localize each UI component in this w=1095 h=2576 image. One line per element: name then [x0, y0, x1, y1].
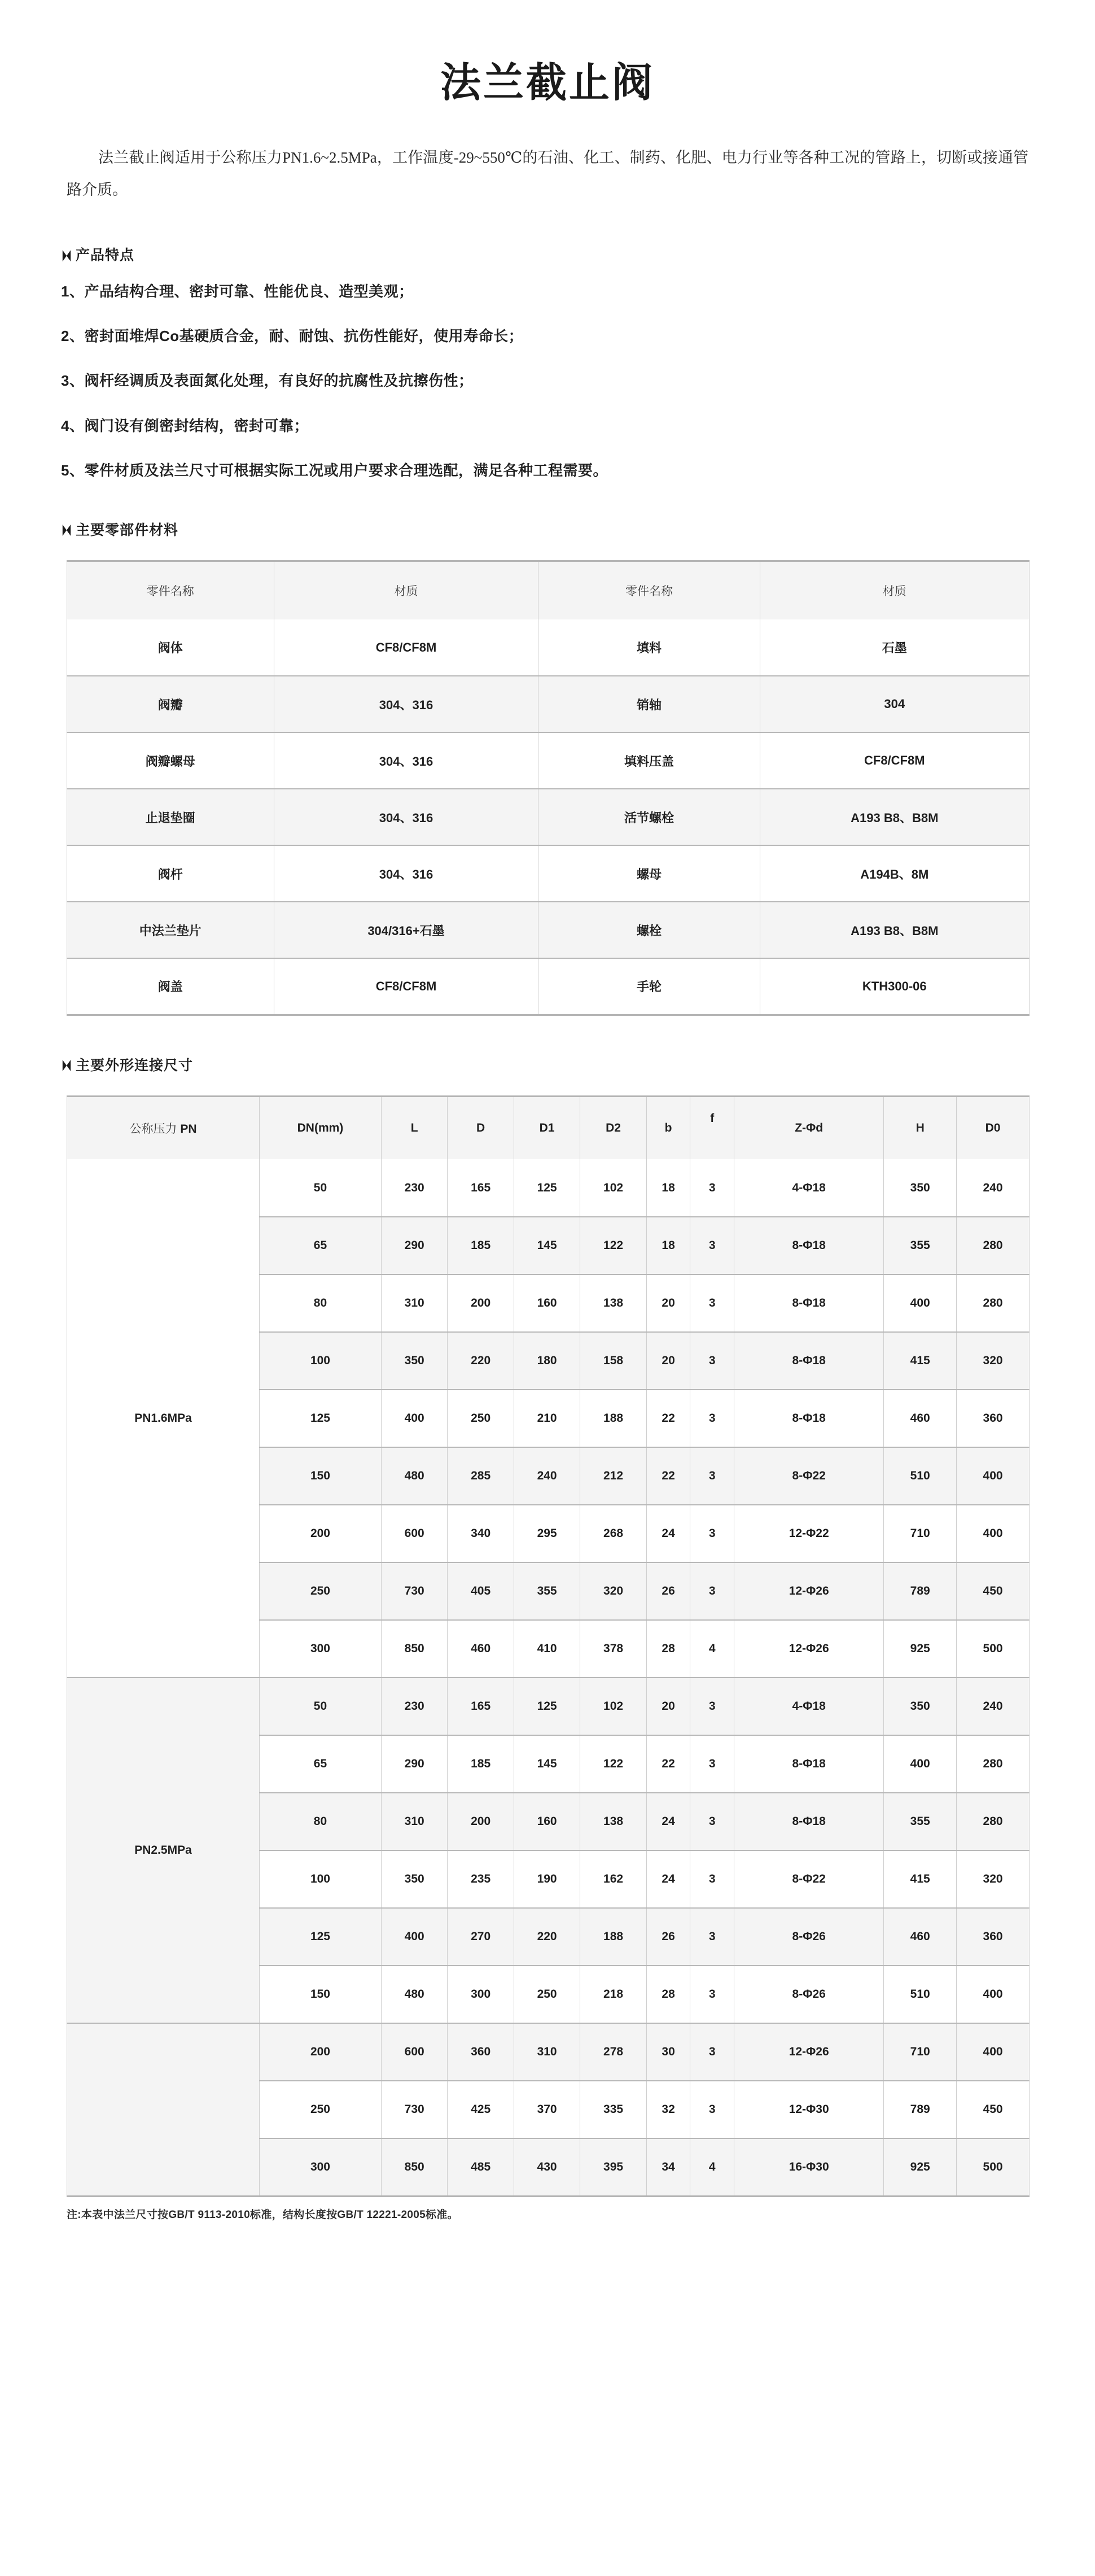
cell-dn: 150	[260, 1447, 382, 1505]
cell-f: 3	[690, 1966, 734, 2023]
cell-l: 350	[381, 1332, 447, 1390]
cell-d: 270	[448, 1908, 514, 1966]
dimensions-table-body	[67, 1159, 1030, 2196]
cell-d1: 145	[514, 1217, 580, 1274]
cell-f: 3	[690, 1850, 734, 1908]
cell-dn: 250	[260, 2081, 382, 2138]
cell-b: 22	[646, 1390, 690, 1447]
cell-d0: 280	[957, 1274, 1030, 1332]
part-name-cell: 销轴	[538, 676, 760, 732]
materials-table-body	[67, 619, 1030, 1015]
table-row	[67, 1678, 1030, 1735]
column-header-d1: D1	[514, 1096, 580, 1159]
cell-zd: 16-Φ30	[734, 2138, 884, 2196]
cell-l: 350	[381, 1850, 447, 1908]
cell-b: 24	[646, 1793, 690, 1850]
column-header-d2: D2	[580, 1096, 646, 1159]
cell-d0: 240	[957, 1678, 1030, 1735]
cell-d: 405	[448, 1562, 514, 1620]
column-header: 材质	[882, 584, 906, 598]
cell-l: 290	[381, 1735, 447, 1793]
cell-d2: 188	[580, 1390, 646, 1447]
feature-item: 3、阀杆经调质及表面氮化处理，有良好的抗腐性及抗擦伤性；	[61, 372, 474, 390]
diamond-bullet-icon	[63, 525, 71, 536]
cell-d2: 162	[580, 1850, 646, 1908]
material-cell: 石墨	[760, 619, 1029, 676]
cell-d1: 190	[514, 1850, 580, 1908]
cell-f: 3	[690, 1159, 734, 1217]
cell-h: 415	[884, 1850, 957, 1908]
material-cell: 304、316	[274, 732, 538, 789]
cell-b: 18	[646, 1159, 690, 1217]
dimensions-heading-label: 主要外形连接尺寸	[76, 1057, 194, 1073]
pn-group-label: PN2.5MPa	[67, 1678, 260, 2023]
cell-dn: 125	[260, 1908, 382, 1966]
features-heading-label: 产品特点	[76, 247, 135, 264]
material-cell: A193 B8、B8M	[760, 902, 1029, 958]
cell-zd: 8-Φ22	[734, 1447, 884, 1505]
cell-d: 425	[448, 2081, 514, 2138]
cell-f: 3	[690, 2023, 734, 2081]
cell-d: 220	[448, 1332, 514, 1390]
table-row	[67, 619, 1030, 676]
table-row	[67, 1159, 1030, 1217]
cell-b: 28	[646, 1620, 690, 1678]
cell-h: 400	[884, 1735, 957, 1793]
cell-d0: 280	[957, 1735, 1030, 1793]
cell-d: 235	[448, 1850, 514, 1908]
pn-group-label	[67, 2023, 260, 2196]
cell-h: 510	[884, 1447, 957, 1505]
cell-f: 3	[690, 1390, 734, 1447]
cell-d0: 400	[957, 1966, 1030, 2023]
cell-f: 4	[690, 2138, 734, 2196]
cell-l: 600	[381, 1505, 447, 1562]
table-row	[67, 958, 1030, 1015]
column-header-d: D	[448, 1096, 514, 1159]
column-header: 零件名称	[538, 561, 760, 619]
cell-d0: 400	[957, 2023, 1030, 2081]
dimensions-section-heading	[61, 1059, 1095, 1073]
cell-b: 22	[646, 1447, 690, 1505]
cell-b: 34	[646, 2138, 690, 2196]
cell-d: 200	[448, 1274, 514, 1332]
cell-d: 200	[448, 1793, 514, 1850]
cell-zd: 8-Φ26	[734, 1908, 884, 1966]
cell-h: 415	[884, 1332, 957, 1390]
cell-d: 300	[448, 1966, 514, 2023]
cell-d0: 400	[957, 1447, 1030, 1505]
cell-d: 460	[448, 1620, 514, 1678]
cell-d: 250	[448, 1390, 514, 1447]
material-cell: KTH300-06	[862, 979, 927, 993]
product-page	[0, 27, 1095, 2576]
material-cell: CF8/CF8M	[274, 619, 538, 676]
material-cell: 304/316+石墨	[274, 902, 538, 958]
cell-d2: 102	[580, 1678, 646, 1735]
cell-dn: 200	[260, 1505, 382, 1562]
column-header: 零件名称	[67, 561, 274, 619]
cell-l: 400	[381, 1390, 447, 1447]
part-name-cell: 阀盖	[67, 958, 274, 1015]
cell-l: 310	[381, 1793, 447, 1850]
part-name-cell: 手轮	[538, 958, 760, 1015]
cell-f: 3	[690, 1908, 734, 1966]
cell-l: 310	[381, 1274, 447, 1332]
cell-d1: 355	[514, 1562, 580, 1620]
cell-d1: 240	[514, 1447, 580, 1505]
cell-d0: 320	[957, 1332, 1030, 1390]
cell-zd: 8-Φ18	[734, 1217, 884, 1274]
cell-d0: 360	[957, 1390, 1030, 1447]
bottom-spacer	[0, 2221, 1095, 2284]
cell-dn: 80	[260, 1274, 382, 1332]
cell-h: 460	[884, 1908, 957, 1966]
column-header-dn: DN(mm)	[260, 1096, 382, 1159]
cell-d: 185	[448, 1735, 514, 1793]
material-cell: 304、316	[274, 676, 538, 732]
material-cell: A193 B8、B8M	[760, 789, 1029, 845]
cell-b: 26	[646, 1562, 690, 1620]
table-header-row	[67, 561, 1030, 619]
cell-d1: 180	[514, 1332, 580, 1390]
cell-b: 24	[646, 1850, 690, 1908]
cell-d0: 360	[957, 1908, 1030, 1966]
feature-item: 2、密封面堆焊Co基硬质合金，耐、耐蚀、抗伤性能好，使用寿命长；	[61, 328, 524, 345]
cell-h: 400	[884, 1274, 957, 1332]
cell-d1: 210	[514, 1390, 580, 1447]
cell-b: 26	[646, 1908, 690, 1966]
cell-d0: 280	[957, 1217, 1030, 1274]
cell-d0: 500	[983, 2160, 1003, 2173]
cell-zd: 8-Φ18	[734, 1274, 884, 1332]
cell-d2: 138	[580, 1274, 646, 1332]
cell-d: 360	[448, 2023, 514, 2081]
pn-group-label: PN1.6MPa	[67, 1159, 260, 1678]
cell-f: 4	[690, 1620, 734, 1678]
cell-d1: 220	[514, 1908, 580, 1966]
part-name-cell: 中法兰垫片	[67, 902, 274, 958]
cell-l: 850	[381, 1620, 447, 1678]
material-cell: 304、316	[274, 789, 538, 845]
column-header-b: b	[646, 1096, 690, 1159]
cell-zd: 8-Φ18	[734, 1735, 884, 1793]
cell-zd: 8-Φ18	[734, 1793, 884, 1850]
cell-d0: 450	[957, 1562, 1030, 1620]
cell-b: 28	[646, 1966, 690, 2023]
part-name-cell: 填料压盖	[538, 732, 760, 789]
cell-d2: 218	[580, 1966, 646, 2023]
cell-dn: 300	[260, 2138, 382, 2196]
table-row	[67, 676, 1030, 732]
cell-d2: 320	[580, 1562, 646, 1620]
cell-d2: 158	[580, 1332, 646, 1390]
material-cell: CF8/CF8M	[274, 958, 538, 1015]
cell-f: 3	[690, 1793, 734, 1850]
cell-dn: 65	[260, 1735, 382, 1793]
cell-zd: 4-Φ18	[734, 1678, 884, 1735]
column-header-zd: Z-Φd	[734, 1096, 884, 1159]
cell-d2: 395	[580, 2138, 646, 2196]
cell-d1: 125	[514, 1159, 580, 1217]
cell-h: 710	[884, 2023, 957, 2081]
table-row	[67, 2023, 1030, 2081]
cell-l: 400	[381, 1908, 447, 1966]
table-row	[67, 845, 1030, 902]
cell-l: 230	[381, 1159, 447, 1217]
dimensions-table-wrap	[67, 1095, 1030, 2197]
materials-table-wrap	[67, 560, 1030, 1016]
column-header-f: f	[690, 1096, 734, 1159]
cell-f: 3	[690, 1505, 734, 1562]
cell-d0: 320	[957, 1850, 1030, 1908]
cell-h: 789	[884, 2081, 957, 2138]
cell-zd: 12-Φ26	[734, 2023, 884, 2081]
cell-d1: 160	[514, 1793, 580, 1850]
cell-dn: 80	[260, 1793, 382, 1850]
cell-d0: 450	[957, 2081, 1030, 2138]
cell-f: 3	[690, 1274, 734, 1332]
cell-d: 165	[448, 1159, 514, 1217]
table-footnote: 注:本表中法兰尺寸按GB/T 9113-2010标准，结构长度按GB/T 12221-2005标准。	[67, 2208, 458, 2221]
materials-section-heading	[61, 523, 1095, 538]
cell-l: 480	[381, 1966, 447, 2023]
cell-h: 710	[884, 1505, 957, 1562]
cell-f: 3	[690, 1217, 734, 1274]
cell-d2: 378	[580, 1620, 646, 1678]
cell-dn: 125	[260, 1390, 382, 1447]
cell-d0: 240	[957, 1159, 1030, 1217]
feature-item: 1、产品结构合理、密封可靠、性能优良、造型美观；	[61, 283, 414, 300]
cell-h: 350	[884, 1678, 957, 1735]
cell-b: 20	[646, 1678, 690, 1735]
cell-h: 925	[884, 1620, 957, 1678]
cell-d2: 138	[580, 1793, 646, 1850]
cell-l: 600	[381, 2023, 447, 2081]
table-header-row	[67, 1096, 1030, 1159]
cell-d0: 400	[957, 1505, 1030, 1562]
cell-d1: 430	[514, 2138, 580, 2196]
intro-paragraph: 法兰截止阀适用于公称压力PN1.6~2.5MPa，工作温度-29~550℃的石油、化工、制药、化肥、电力行业等各种工况的管路上，切断或接通管路介质。	[67, 149, 1028, 198]
cell-l: 730	[381, 1562, 447, 1620]
cell-f: 3	[690, 1562, 734, 1620]
cell-f: 3	[690, 1735, 734, 1793]
part-name-cell: 螺栓	[538, 902, 760, 958]
cell-d1: 160	[514, 1274, 580, 1332]
cell-d1: 145	[514, 1735, 580, 1793]
cell-h: 350	[884, 1159, 957, 1217]
material-cell: 304、316	[274, 845, 538, 902]
features-section-heading	[61, 248, 1095, 263]
cell-zd: 8-Φ26	[734, 1966, 884, 2023]
feature-item: 5、零件材质及法兰尺寸可根据实际工况或用户要求合理选配，满足各种工程需要。	[61, 461, 608, 479]
cell-b: 20	[646, 1332, 690, 1390]
cell-l: 850	[381, 2138, 447, 2196]
column-header-pn-cn: 公称压力	[129, 1122, 177, 1136]
cell-f: 3	[690, 1447, 734, 1505]
column-header-l: L	[381, 1096, 447, 1159]
cell-dn: 200	[260, 2023, 382, 2081]
materials-table-head	[67, 561, 1030, 619]
cell-zd: 12-Φ30	[734, 2081, 884, 2138]
cell-l: 730	[381, 2081, 447, 2138]
cell-zd: 8-Φ18	[734, 1332, 884, 1390]
cell-d2: 188	[580, 1908, 646, 1966]
cell-h: 355	[884, 1217, 957, 1274]
cell-d0: 280	[957, 1793, 1030, 1850]
cell-d2: 122	[580, 1735, 646, 1793]
cell-f: 3	[690, 1678, 734, 1735]
cell-d1: 295	[514, 1505, 580, 1562]
cell-l: 230	[381, 1678, 447, 1735]
cell-zd: 12-Φ22	[734, 1505, 884, 1562]
cell-zd: 4-Φ18	[734, 1159, 884, 1217]
cell-d2: 268	[580, 1505, 646, 1562]
page-title: 法兰截止阀	[440, 60, 655, 106]
cell-b: 18	[646, 1217, 690, 1274]
cell-dn: 100	[260, 1850, 382, 1908]
column-header: 材质	[274, 561, 538, 619]
cell-h: 460	[884, 1390, 957, 1447]
cell-d1: 125	[514, 1678, 580, 1735]
cell-dn: 300	[260, 1620, 382, 1678]
cell-dn: 50	[260, 1159, 382, 1217]
cell-d2: 212	[580, 1447, 646, 1505]
part-name-cell: 螺母	[538, 845, 760, 902]
features-list	[61, 282, 1095, 480]
cell-dn: 50	[260, 1678, 382, 1735]
cell-d: 165	[448, 1678, 514, 1735]
part-name-cell: 止退垫圈	[67, 789, 274, 845]
cell-d0: 500	[957, 1620, 1030, 1678]
cell-d: 485	[448, 2138, 514, 2196]
cell-d1: 370	[514, 2081, 580, 2138]
cell-l: 290	[381, 1217, 447, 1274]
part-name-cell: 阀瓣	[67, 676, 274, 732]
materials-heading-label: 主要零部件材料	[76, 522, 179, 538]
part-name-cell: 阀体	[67, 619, 274, 676]
materials-table	[67, 560, 1030, 1016]
cell-d2: 102	[580, 1159, 646, 1217]
table-row	[67, 902, 1030, 958]
cell-d2: 335	[580, 2081, 646, 2138]
cell-l: 480	[381, 1447, 447, 1505]
cell-f: 3	[690, 1332, 734, 1390]
cell-b: 22	[646, 1735, 690, 1793]
cell-dn: 150	[260, 1966, 382, 2023]
cell-d: 185	[448, 1217, 514, 1274]
cell-d1: 250	[514, 1966, 580, 2023]
feature-item: 4、阀门设有倒密封结构，密封可靠；	[61, 417, 309, 434]
material-cell: A194B、8M	[760, 845, 1029, 902]
cell-b: 24	[646, 1505, 690, 1562]
cell-zd: 8-Φ22	[734, 1850, 884, 1908]
cell-zd: 12-Φ26	[734, 1620, 884, 1678]
material-cell: 304	[760, 676, 1029, 732]
cell-d: 340	[448, 1505, 514, 1562]
dimensions-table-head	[67, 1096, 1030, 1159]
cell-h: 925	[884, 2138, 957, 2196]
part-name-cell: 活节螺栓	[538, 789, 760, 845]
cell-b: 20	[646, 1274, 690, 1332]
column-header-d0: D0	[985, 1121, 1001, 1134]
cell-d2: 122	[580, 1217, 646, 1274]
cell-dn: 250	[260, 1562, 382, 1620]
cell-h: 789	[884, 1562, 957, 1620]
material-cell: CF8/CF8M	[760, 732, 1029, 789]
table-row	[67, 732, 1030, 789]
cell-d1: 310	[514, 2023, 580, 2081]
cell-d2: 278	[580, 2023, 646, 2081]
part-name-cell: 阀杆	[67, 845, 274, 902]
cell-dn: 100	[260, 1332, 382, 1390]
cell-d: 285	[448, 1447, 514, 1505]
cell-d1: 410	[514, 1620, 580, 1678]
table-row	[67, 789, 1030, 845]
column-header-pn	[67, 1096, 260, 1159]
cell-h: 355	[884, 1793, 957, 1850]
part-name-cell: 阀瓣螺母	[67, 732, 274, 789]
column-header-pn-en: PN	[180, 1122, 197, 1136]
cell-b: 30	[646, 2023, 690, 2081]
part-name-cell: 填料	[538, 619, 760, 676]
cell-zd: 12-Φ26	[734, 1562, 884, 1620]
cell-b: 32	[646, 2081, 690, 2138]
cell-dn: 65	[260, 1217, 382, 1274]
cell-f: 3	[690, 2081, 734, 2138]
cell-h: 510	[884, 1966, 957, 2023]
diamond-bullet-icon	[63, 250, 71, 261]
column-header-h: H	[884, 1096, 957, 1159]
dimensions-table	[67, 1095, 1030, 2197]
diamond-bullet-icon	[63, 1060, 71, 1071]
cell-zd: 8-Φ18	[734, 1390, 884, 1447]
